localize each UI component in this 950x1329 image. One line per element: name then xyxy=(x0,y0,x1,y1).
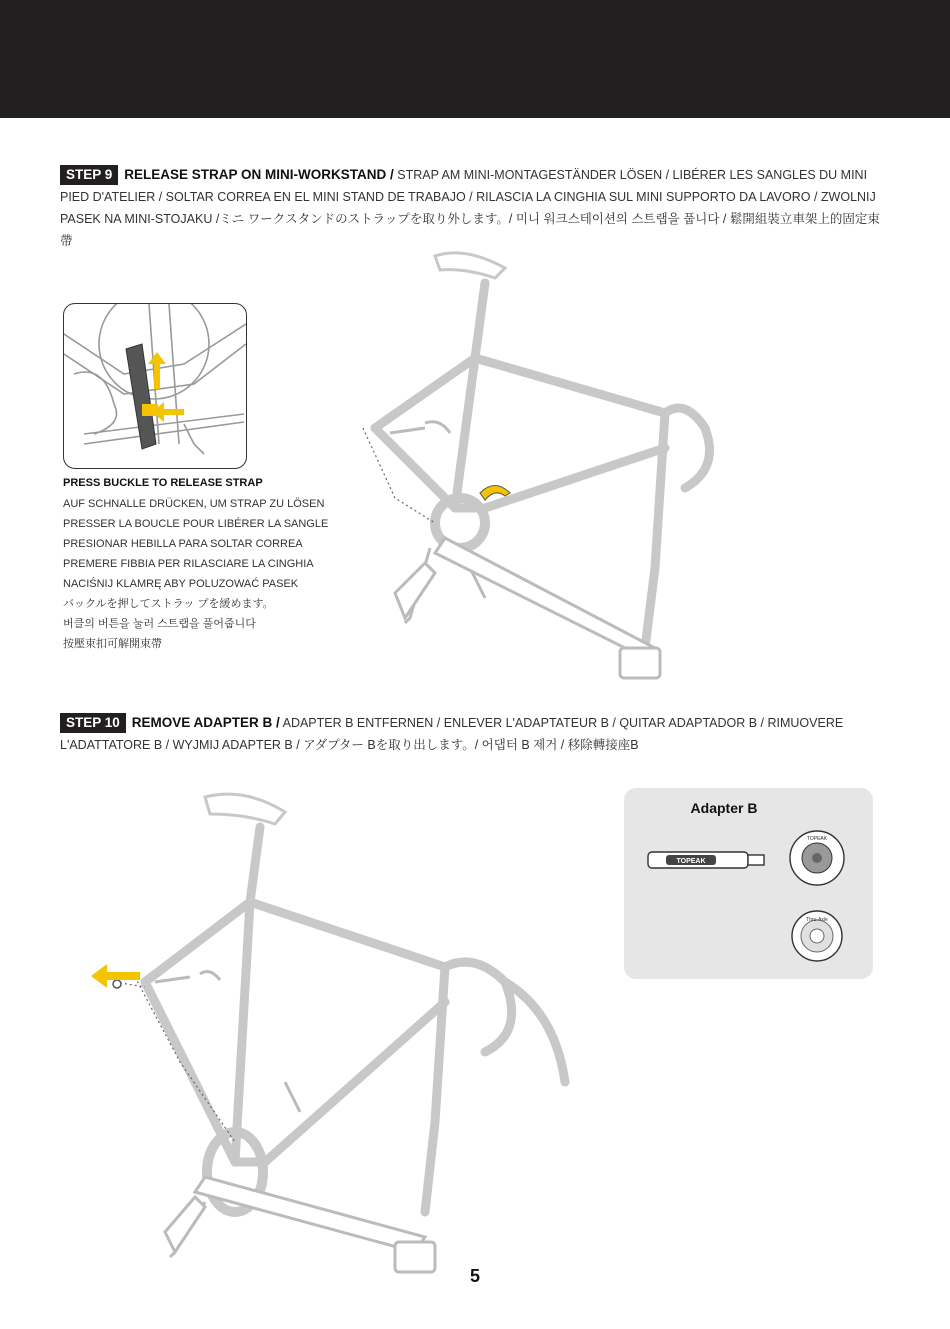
buckle-instruction-pl: NACIŚNIJ KLAMRĘ ABY POLUZOWAĆ PASEK xyxy=(63,578,299,590)
buckle-instruction-fr: PRESSER LA BOUCLE POUR LIBÉRER LA SANGLE xyxy=(63,518,329,530)
buckle-instruction-en: PRESS BUCKLE TO RELEASE STRAP xyxy=(63,477,263,489)
step10-title: REMOVE ADAPTER B / xyxy=(131,715,280,730)
thru-axle-cap-label: Thru-Axle xyxy=(806,917,828,923)
adapter-b-title: Adapter B xyxy=(690,800,758,816)
step10-badge: STEP 10 xyxy=(60,713,126,733)
buckle-instruction-ko: 버클의 버튼을 눌러 스트랩을 풀어줍니다 xyxy=(63,618,256,630)
buckle-detail-inset xyxy=(63,303,247,469)
buckle-detail-illustration xyxy=(64,304,246,468)
step9-title: RELEASE STRAP ON MINI-WORKSTAND / xyxy=(124,167,394,182)
step9-badge: STEP 9 xyxy=(60,165,118,185)
step10-bike-illustration xyxy=(85,782,605,1282)
buckle-instructions xyxy=(63,476,363,654)
adapter-disc-label: TOPEAK xyxy=(806,836,828,842)
buckle-instruction-it: PREMERE FIBBIA PER RILASCIARE LA CINGHIA xyxy=(63,558,314,570)
buckle-instruction-zh: 按壓束扣可解開束帶 xyxy=(63,638,162,650)
page-number: 5 xyxy=(469,1266,480,1286)
thru-axle-icon xyxy=(648,852,764,868)
adapter-b-panel xyxy=(624,788,873,979)
thru-axle-brand: TOPEAK xyxy=(676,858,706,865)
step9-bike-illustration xyxy=(355,238,725,698)
thru-axle-cap-icon xyxy=(792,911,842,961)
header-bar xyxy=(0,0,950,118)
step10-translations: ADAPTER B ENTFERNEN / ENLEVER L'ADAPTATEUR B / QUITAR ADAPTADOR B / RIMUOVERE L'ADATTATORE B / WYJMIJ ADAPTER B / アダプター Bを取り出します。/ 어댑터 B 제거 / 移除轉接座B xyxy=(60,716,844,752)
buckle-instruction-de: AUF SCHNALLE DRÜCKEN, UM STRAP ZU LÖSEN xyxy=(63,498,325,510)
adapter-disc-icon xyxy=(790,831,844,885)
step9-translations: STRAP AM MINI-MONTAGESTÄNDER LÖSEN / LIBÉRER LES SANGLES DU MINI PIED D'ATELIER / SOLTAR CORREA EN EL MINI STAND DE TRABAJO / RILASCIA LA CINGHIA SUL MINI SUPPORTO DA LAVORO / ZWOLNIJ PASEK NA MINI-STOJAKU /ミニ ワークスタンドのストラップを取り外します。/ 미니 워크스테이션의 스트랩을 풉니다 / 鬆開組裝立車架上的固定束帶 xyxy=(60,168,880,248)
buckle-instruction-ja: バックルを押してストラッ プを緩めます。 xyxy=(63,598,274,610)
adapter-nut-icon xyxy=(113,980,121,988)
buckle-instruction-es: PRESIONAR HEBILLA PARA SOLTAR CORREA xyxy=(63,538,303,550)
adapter-b-parts xyxy=(624,788,873,979)
step10-heading xyxy=(60,712,890,756)
